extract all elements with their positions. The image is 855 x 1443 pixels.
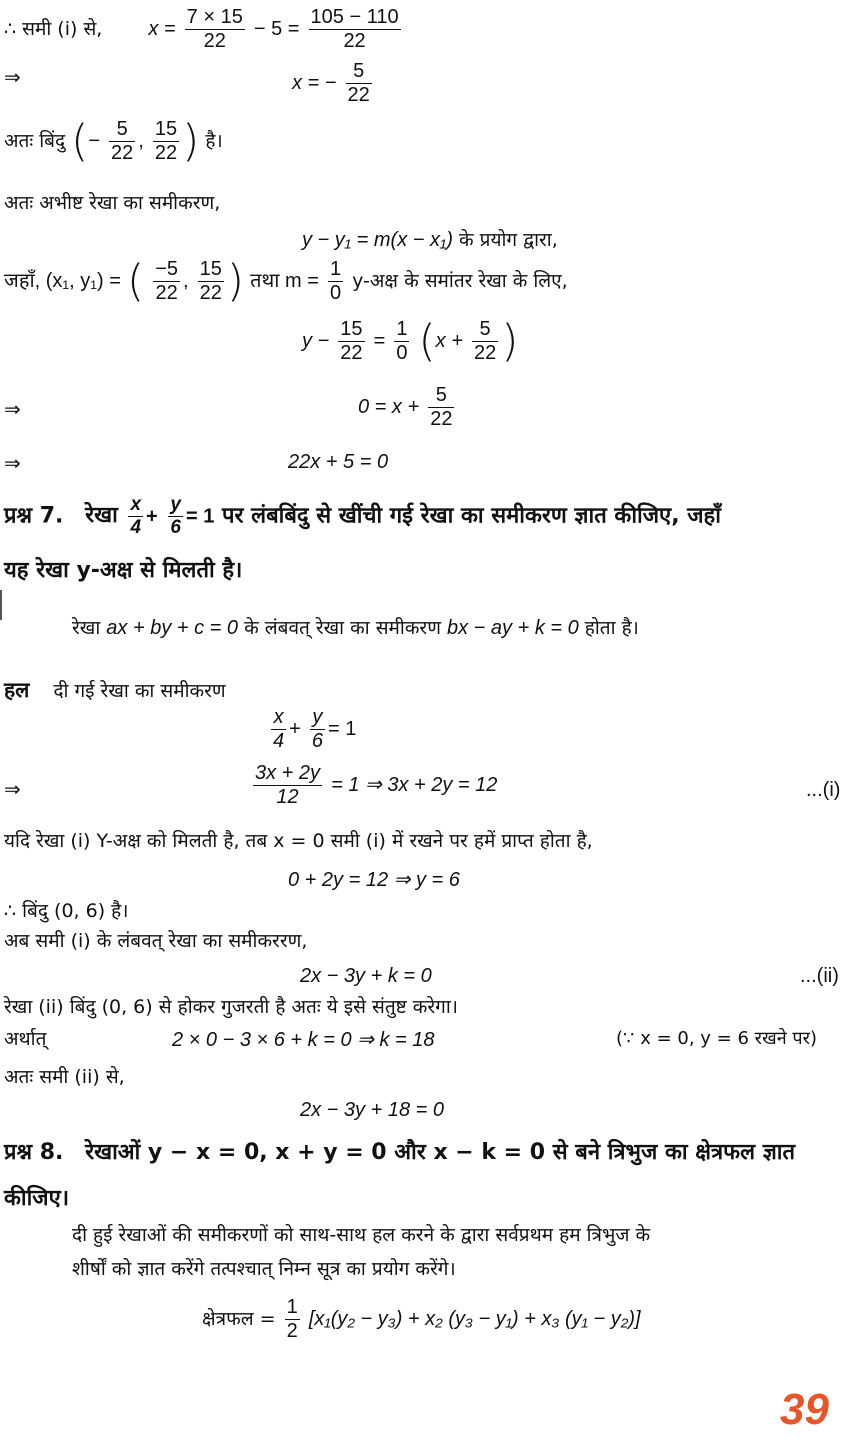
equals-1: = 1 [185, 505, 215, 528]
point-suffix: है। [205, 130, 223, 152]
zero-eq: 0 = x + [358, 396, 420, 418]
line-1 [4, 6, 404, 53]
numerator: y [310, 706, 325, 730]
question-8 [4, 1140, 795, 1166]
solution-8-line-1: दी हुई रेखाओं की समीकरणों को साथ-साथ हल करने के द्वारा सर्वप्रथम हम त्रिभुज के [72, 1224, 651, 1246]
fraction-15-22 [153, 118, 179, 165]
denominator: 22 [154, 142, 178, 164]
denominator: 6 [311, 730, 323, 752]
plus: + [146, 505, 158, 528]
fraction-15-22 [198, 258, 224, 305]
y-minus: y − [302, 330, 330, 352]
fraction-x-4 [128, 494, 143, 539]
numerator: 1 [396, 318, 408, 340]
line-6 [4, 255, 568, 307]
left-paren: ( [126, 255, 145, 307]
denominator: 22 [343, 30, 366, 52]
slope-text: तथा m = [250, 270, 319, 292]
fraction-5-22 [346, 60, 372, 107]
denominator: 22 [430, 408, 453, 430]
eq-tag-ii: ...(ii) [800, 965, 839, 987]
numerator: 15 [154, 118, 178, 140]
denominator: 2 [286, 1320, 298, 1342]
denominator: 22 [203, 30, 226, 52]
denominator: 22 [155, 282, 178, 304]
solution-7-line-9 [4, 1028, 46, 1051]
solution-7-eq-2 [250, 762, 497, 809]
hint-eq-2: bx − ay + k = 0 [446, 617, 579, 639]
line-8 [358, 384, 457, 431]
denominator: 22 [473, 342, 497, 364]
fraction-y-6 [168, 494, 183, 539]
fraction-3x2y-12 [253, 762, 322, 809]
numerator: 5 [346, 60, 372, 84]
equals-1: = 1 [327, 718, 357, 740]
solution-7-line-7: 2x − 3y + k = 0 [300, 965, 432, 987]
question-7-label: प्रश्न 7. [4, 503, 64, 529]
equals: = [373, 330, 386, 352]
right-paren: ) [501, 315, 519, 367]
comma: , [183, 270, 189, 292]
minus-sign: − [88, 130, 100, 152]
fraction-x-4 [271, 706, 286, 753]
question-7-post: पर लंबबिंदु से खींची गई रेखा का समीकरण ज्ञात कीजिए, जहाँ [222, 503, 721, 529]
solution-7-line-4: 0 + 2y = 12 ⇒ y = 6 [288, 869, 460, 891]
solution-7-eq-1 [268, 706, 356, 753]
x-equals-minus: x = − [292, 72, 337, 94]
question-7-line-2: यह रेखा y-अक्ष से मिलती है। [4, 558, 243, 583]
solution-7-intro [4, 678, 226, 703]
denominator: 22 [111, 142, 134, 164]
solution-7-arrow: ⇒ [4, 779, 21, 801]
denominator: 4 [273, 730, 285, 752]
numerator: y [170, 494, 181, 515]
hint-pre: रेखा [72, 617, 101, 639]
solution-intro: दी गई रेखा का समीकरण [53, 680, 226, 702]
left-paren: ( [418, 315, 436, 367]
line-5-suffix: के प्रयोग द्वारा, [459, 229, 558, 251]
line-9-arrow: ⇒ [4, 453, 21, 475]
fraction-y-6 [310, 706, 325, 753]
question-8-text: रेखाओं y − x = 0, x + y = 0 और x − k = 0 से बने त्रिभुज का क्षेत्रफल ज्ञात [85, 1140, 796, 1165]
numerator: 15 [199, 258, 222, 280]
numerator: −5 [155, 258, 178, 280]
solution-7-line-8: रेखा (ii) बिंदु (0, 6) से होकर गुजरती है अतः ये इसे संतुष्ट करेगा। [4, 996, 458, 1018]
denominator: 22 [199, 282, 222, 304]
that-is: अर्थात् [4, 1028, 47, 1050]
fraction-1-0 [328, 258, 343, 305]
denominator: 0 [396, 342, 408, 364]
question-8-line-2: कीजिए। [4, 1186, 70, 1211]
minus-5: − 5 = [253, 18, 300, 40]
fraction-5-22 [109, 118, 135, 165]
line-6-suffix: y-अक्ष के समांतर रेखा के लिए, [352, 270, 568, 292]
point-slope-formula: y − y₁ = m(x − x₁) [302, 229, 453, 251]
left-paren: ( [71, 115, 89, 167]
plus: + [289, 718, 301, 740]
denominator: 12 [276, 786, 299, 808]
hint-post: होता है। [584, 617, 639, 639]
eq-rest: = 1 ⇒ 3x + 2y = 12 [331, 774, 498, 796]
where-text: जहाँ, (x₁, y₁) = [4, 270, 121, 292]
margin-rule [0, 590, 2, 620]
implies-arrow: ⇒ [4, 67, 21, 89]
denominator: 22 [347, 84, 370, 106]
line-8-arrow: ⇒ [4, 399, 21, 421]
line-2 [4, 66, 21, 90]
fraction-105-110 [309, 6, 401, 53]
denominator: 0 [329, 282, 342, 304]
fraction-7x15-22 [185, 6, 245, 53]
eq-tag-i: ...(i) [806, 779, 841, 801]
therefore-text: ∴ समी (i) से, [4, 18, 103, 40]
line-7 [302, 315, 519, 367]
denominator: 22 [340, 342, 363, 364]
denominator: 4 [130, 516, 142, 538]
question-7-pre: रेखा [85, 503, 118, 529]
numerator: 15 [340, 318, 363, 340]
solution-7-line-9-note: (∵ x = 0, y = 6 रखने पर) [616, 1028, 818, 1049]
comma: , [138, 130, 144, 152]
denominator: 6 [170, 516, 181, 538]
hint-7 [72, 616, 639, 640]
fraction-neg5-22 [153, 258, 180, 305]
area-label: क्षेत्रफल = [202, 1308, 276, 1330]
right-paren: ) [226, 255, 245, 307]
right-paren: ) [182, 115, 200, 167]
question-8-label: प्रश्न 8. [4, 1140, 64, 1165]
numerator: 5 [472, 318, 498, 342]
numerator: 105 − 110 [310, 6, 399, 28]
hint-eq-1: ax + by + c = 0 [106, 617, 239, 639]
page-number: 39 [780, 1385, 829, 1434]
area-formula [202, 1296, 641, 1343]
solution-8-line-2: शीर्षों को ज्ञात करेंगे तत्पश्चात् निम्न सूत्र का प्रयोग करेंगे। [72, 1258, 456, 1280]
line-3 [4, 115, 223, 167]
fraction-1-2 [285, 1296, 300, 1343]
solution-7-line-11: 2x − 3y + 18 = 0 [300, 1099, 444, 1121]
solution-7-line-10: अतः समी (ii) से, [4, 1066, 125, 1088]
numerator: x [271, 706, 286, 730]
fraction-5-22 [472, 318, 498, 365]
solution-head: हल [4, 678, 30, 702]
numerator: 3x + 2y [255, 762, 321, 784]
line-4: अतः अभीष्ट रेखा का समीकरण, [4, 192, 221, 214]
numerator: 5 [428, 384, 454, 408]
x-plus: x + [435, 330, 463, 352]
question-7 [4, 494, 721, 539]
numerator: 5 [109, 118, 135, 142]
line-5 [302, 228, 558, 252]
solution-7-line-9-eq: 2 × 0 − 3 × 6 + k = 0 ⇒ k = 18 [172, 1029, 435, 1051]
solution-7-line-3: यदि रेखा (i) Y-अक्ष को मिलती है, तब x = 0 समी (i) में रखने पर हमें प्राप्त होता है, [4, 830, 593, 852]
solution-7-line-5: ∴ बिंदु (0, 6) है। [4, 900, 129, 922]
numerator: 1 [286, 1296, 298, 1318]
numerator: 7 × 15 [186, 6, 243, 28]
fraction-15-22 [338, 318, 364, 365]
x-equals: x = [148, 18, 176, 40]
solution-7-line-6: अब समी (i) के लंबवत् रेखा का समीकररण, [4, 930, 308, 952]
point-prefix: अतः बिंदु [4, 130, 66, 152]
fraction-5-22 [428, 384, 454, 431]
fraction-1-0 [394, 318, 409, 365]
line-2-eq [292, 60, 375, 107]
numerator: x [130, 494, 142, 515]
numerator: 1 [329, 258, 342, 280]
hint-mid: के लंबवत् रेखा का समीकरण [244, 617, 441, 639]
line-9-eq: 22x + 5 = 0 [288, 451, 389, 473]
area-expression: [x₁(y₂ − y₃) + x₂ (y₃ − y₁) + x₃ (y₁ − y₂)] [308, 1308, 641, 1330]
